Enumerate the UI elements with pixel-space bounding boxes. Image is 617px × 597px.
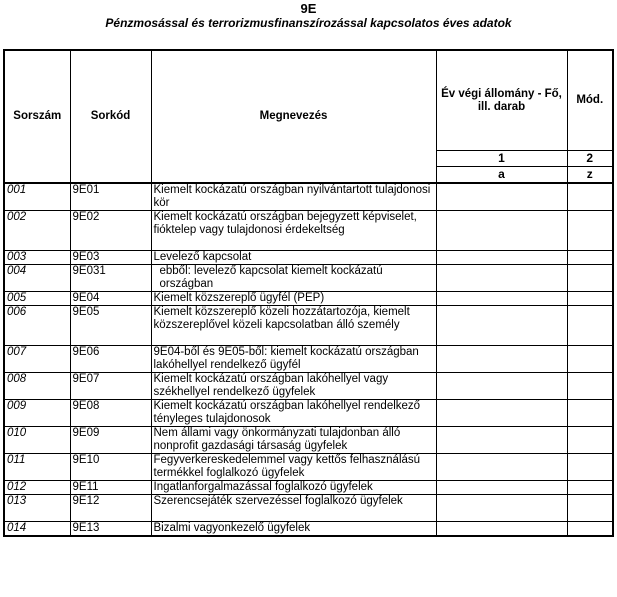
- row-number: 009: [4, 400, 70, 427]
- table-body: [4, 183, 613, 536]
- value-input-cell[interactable]: [436, 183, 567, 211]
- row-code: 9E031: [70, 265, 151, 292]
- row-code: 9E07: [70, 373, 151, 400]
- report-subtitle: Pénzmosással és terrorizmusfinanszírozással kapcsolatos éves adatok: [105, 16, 512, 30]
- row-number: 013: [4, 495, 70, 522]
- table-row: [4, 373, 613, 400]
- row-description: 9E04-ből és 9E05-ből: kiemelt kockázatú országban lakóhellyel rendelkező ügyfél: [151, 346, 436, 373]
- value-input-cell[interactable]: [436, 522, 567, 537]
- value-input-cell[interactable]: [436, 306, 567, 346]
- table-row: [4, 495, 613, 522]
- mod-input-cell[interactable]: [567, 265, 613, 292]
- data-table: [3, 49, 614, 537]
- row-description: Kiemelt kockázatú országban lakóhellyel rendelkező tényleges tulajdonosok: [151, 400, 436, 427]
- header-mod-number: 2: [567, 151, 613, 167]
- row-code: 9E04: [70, 292, 151, 306]
- row-code: 9E08: [70, 400, 151, 427]
- header-value-number: 1: [436, 151, 567, 167]
- row-description: ebből: levelező kapcsolat kiemelt kockázatú országban: [151, 265, 436, 292]
- value-input-cell[interactable]: [436, 251, 567, 265]
- table-row: [4, 251, 613, 265]
- row-number: 007: [4, 346, 70, 373]
- value-input-cell[interactable]: [436, 400, 567, 427]
- mod-input-cell[interactable]: [567, 427, 613, 454]
- row-description: Kiemelt kockázatú országban bejegyzett képviselet, fióktelep vagy tulajdonosi érdekeltség: [151, 211, 436, 251]
- table-row: [4, 265, 613, 292]
- table-row: [4, 292, 613, 306]
- table-row: [4, 211, 613, 251]
- mod-input-cell[interactable]: [567, 306, 613, 346]
- table-row: [4, 306, 613, 346]
- row-number: 012: [4, 481, 70, 495]
- table-row: [4, 427, 613, 454]
- row-number: 008: [4, 373, 70, 400]
- row-description: Kiemelt közszereplő ügyfél (PEP): [151, 292, 436, 306]
- table-row: [4, 522, 613, 537]
- row-number: 011: [4, 454, 70, 481]
- row-code: 9E11: [70, 481, 151, 495]
- row-description: Kiemelt kockázatú országban lakóhellyel vagy székhellyel rendelkező ügyfelek: [151, 373, 436, 400]
- row-number: 010: [4, 427, 70, 454]
- mod-input-cell[interactable]: [567, 522, 613, 537]
- mod-input-cell[interactable]: [567, 454, 613, 481]
- header-value-column: Év végi állomány - Fő, ill. darab: [436, 50, 567, 151]
- header-sorszam: Sorszám: [4, 50, 70, 183]
- mod-input-cell[interactable]: [567, 292, 613, 306]
- row-description: Szerencsejáték szervezéssel foglalkozó ügyfelek: [151, 495, 436, 522]
- row-code: 9E03: [70, 251, 151, 265]
- value-input-cell[interactable]: [436, 495, 567, 522]
- value-input-cell[interactable]: [436, 346, 567, 373]
- row-description: Bizalmi vagyonkezelő ügyfelek: [151, 522, 436, 537]
- value-input-cell[interactable]: [436, 481, 567, 495]
- row-number: 002: [4, 211, 70, 251]
- row-number: 003: [4, 251, 70, 265]
- report-code: 9E: [300, 1, 317, 16]
- table-row: [4, 481, 613, 495]
- mod-input-cell[interactable]: [567, 183, 613, 211]
- mod-input-cell[interactable]: [567, 251, 613, 265]
- table-row: [4, 346, 613, 373]
- table-row: [4, 400, 613, 427]
- row-description: Fegyverkereskedelemmel vagy kettős felhasználású termékkel foglalkozó ügyfelek: [151, 454, 436, 481]
- row-description: Nem állami vagy önkormányzati tulajdonban álló nonprofit gazdasági társaság ügyfelek: [151, 427, 436, 454]
- value-input-cell[interactable]: [436, 427, 567, 454]
- header-mod-letter: z: [567, 167, 613, 184]
- value-input-cell[interactable]: [436, 454, 567, 481]
- row-code: 9E02: [70, 211, 151, 251]
- value-input-cell[interactable]: [436, 373, 567, 400]
- row-description: Levelező kapcsolat: [151, 251, 436, 265]
- row-description: Ingatlanforgalmazással foglalkozó ügyfelek: [151, 481, 436, 495]
- mod-input-cell[interactable]: [567, 400, 613, 427]
- value-input-cell[interactable]: [436, 265, 567, 292]
- table-row: [4, 454, 613, 481]
- row-number: 001: [4, 183, 70, 211]
- row-number: 014: [4, 522, 70, 537]
- row-code: 9E12: [70, 495, 151, 522]
- header-megnevezes: Megnevezés: [151, 50, 436, 183]
- mod-input-cell[interactable]: [567, 495, 613, 522]
- row-description: Kiemelt kockázatú országban nyilvántartott tulajdonosi kör: [151, 183, 436, 211]
- value-input-cell[interactable]: [436, 292, 567, 306]
- row-number: 005: [4, 292, 70, 306]
- header-value-letter: a: [436, 167, 567, 184]
- table-row: [4, 183, 613, 211]
- row-code: 9E10: [70, 454, 151, 481]
- row-code: 9E06: [70, 346, 151, 373]
- mod-input-cell[interactable]: [567, 346, 613, 373]
- report-header: [0, 0, 617, 31]
- row-code: 9E01: [70, 183, 151, 211]
- header-mod: Mód.: [567, 50, 613, 151]
- value-input-cell[interactable]: [436, 211, 567, 251]
- row-description: Kiemelt közszereplő közeli hozzátartozója, kiemelt közszereplővel közeli kapcsolatban álló személy: [151, 306, 436, 346]
- row-number: 006: [4, 306, 70, 346]
- row-code: 9E13: [70, 522, 151, 537]
- mod-input-cell[interactable]: [567, 373, 613, 400]
- header-sorkod: Sorkód: [70, 50, 151, 183]
- mod-input-cell[interactable]: [567, 211, 613, 251]
- row-code: 9E05: [70, 306, 151, 346]
- mod-input-cell[interactable]: [567, 481, 613, 495]
- row-number: 004: [4, 265, 70, 292]
- row-code: 9E09: [70, 427, 151, 454]
